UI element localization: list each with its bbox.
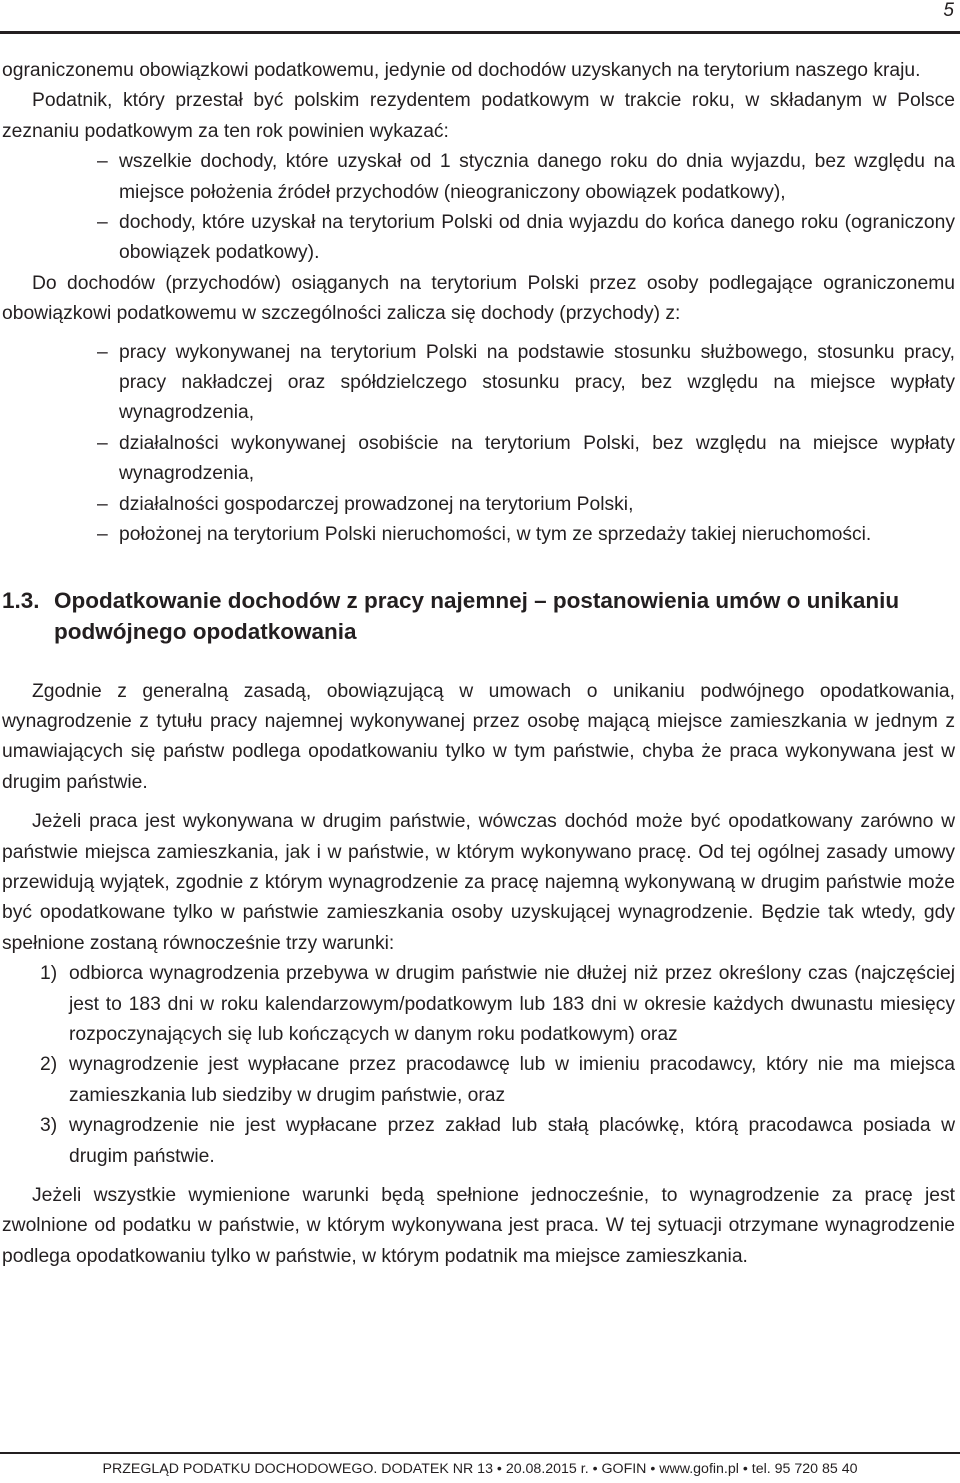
page-number: 5 (943, 0, 954, 21)
dash-bullet: – (97, 493, 108, 515)
paragraph: Do dochodów (przychodów) osiąganych na terytorium Polski przez osoby podlegające ograniczonemu obowiązkowi podatkowemu w szczególności zalicza się dochody (przychody) z: (2, 272, 955, 325)
paragraph: Podatnik, który przestał być polskim rezydentem podatkowym w trakcie roku, w składanym w Polsce zeznaniu podatkowym za ten rok powinien wykazać: (2, 90, 955, 142)
dash-bullet: – (97, 432, 108, 454)
list-number: 1) (40, 963, 58, 985)
list-item-text: wynagrodzenie jest wypłacane przez pracodawcę lub w imieniu pracodawcy, który nie ma miejsca zamieszkania lub siedziby w drugim państwie, oraz (69, 1054, 955, 1106)
section-title: Opodatkowanie dochodów z pracy najemnej – postanowienia umów o unikaniu podwójnego opodatkowania (54, 587, 900, 644)
list-item-text: wszelkie dochody, które uzyskał od 1 stycznia danego roku do dnia wyjazdu, bez względu na miejsce położenia źródeł przychodów (nieograniczony obowiązek podatkowy), (119, 151, 955, 203)
dash-list (2, 147, 955, 269)
list-item (97, 490, 955, 520)
list-item (2, 1111, 955, 1172)
list-item (2, 959, 955, 1050)
list-item (97, 208, 955, 269)
list-item (97, 338, 955, 429)
list-item-text: dochody, które uzyskał na terytorium Polski od dnia wyjazdu do końca danego roku (ograniczony obowiązek podatkowy). (119, 212, 955, 264)
dash-list (2, 338, 955, 551)
section-number: 1.3. (2, 587, 40, 613)
list-item-text: pracy wykonywanej na terytorium Polski na podstawie stosunku służbowego, stosunku pracy, pracy nakładczej oraz spółdzielczego stosunku pracy, bez względu na miejsce wypłaty wynagrodzenia, (119, 341, 955, 424)
footer-rule (0, 1452, 960, 1454)
list-number: 2) (40, 1054, 58, 1076)
list-item-text: działalności gospodarczej prowadzonej na terytorium Polski, (119, 493, 634, 515)
dash-bullet: – (97, 151, 108, 173)
paragraph: Jeżeli wszystkie wymienione warunki będą spełnione jednocześnie, to wynagrodzenie za pracę jest zwolnione od podatku w państwie, w którym wykonywana jest praca. W tej sytuacji otrzymane wynagrodzenie podlega opodatkowaniu tylko w państwie, w którym podatnik ma miejsce zamieszkania. (2, 1185, 955, 1267)
list-item-text: odbiorca wynagrodzenia przebywa w drugim państwie nie dłużej niż przez określony czas (najczęściej jest to 183 dni w roku kalendarzowym/podatkowym lub 183 dni w okresie każdych dwunastu miesięcy rozpoczynających się lub kończących w danym roku podatkowym) oraz (69, 963, 955, 1045)
paragraph: Zgodnie z generalną zasadą, obowiązującą w umowach o unikaniu podwójnego opodatkowania, wynagrodzenie z tytułu pracy najemnej wykonywanej przez osobę mającą miejsce zamieszkania w jednym z umawiających się państw podlega opodatkowaniu tylko w tym państwie, chyba że praca wykonywana jest w drugim państwie. (2, 680, 955, 793)
footer-text: PRZEGLĄD PODATKU DOCHODOWEGO. DODATEK NR 13 • 20.08.2015 r. • GOFIN • www.gofin.pl • tel. 95 720 85 40 (102, 1461, 858, 1477)
paragraph: Jeżeli praca jest wykonywana w drugim państwie, wówczas dochód może być opodatkowany zarówno w państwie miejsca zamieszkania, jak i w państwie, w którym wykonywano pracę. Od tej ogólnej zasady umowy przewidują wyjątek, zgodnie z którym wynagrodzenie za pracę najemną wykonywaną w drugim państwie może być opodatkowane tylko w państwie zamieszkania osoby uzyskującej wynagrodzenie. Będzie tak wtedy, gdy spełnione zostaną równocześnie trzy warunki: (2, 811, 955, 954)
paragraph: ograniczonemu obowiązkowi podatkowemu, jedynie od dochodów uzyskanych na terytorium naszego kraju. (2, 60, 921, 81)
list-item-text: działalności wykonywanej osobiście na terytorium Polski, bez względu na miejsce wypłaty wynagrodzenia, (119, 432, 955, 485)
list-item-text: położonej na terytorium Polski nieruchomości, w tym ze sprzedaży takiej nieruchomości. (119, 524, 872, 546)
numbered-list (2, 959, 955, 1172)
list-number: 3) (40, 1115, 58, 1137)
dash-bullet: – (97, 524, 108, 546)
list-item (97, 147, 955, 208)
dash-bullet: – (97, 212, 108, 234)
header-rule (0, 31, 960, 34)
dash-bullet: – (97, 341, 108, 363)
page-body (2, 56, 955, 1272)
list-item-text: wynagrodzenie nie jest wypłacane przez zakład lub stałą placówkę, którą pracodawca posiada w drugim państwie. (69, 1115, 955, 1167)
list-item (97, 520, 955, 550)
list-item (97, 429, 955, 490)
section-heading (2, 585, 955, 647)
list-item (2, 1050, 955, 1111)
